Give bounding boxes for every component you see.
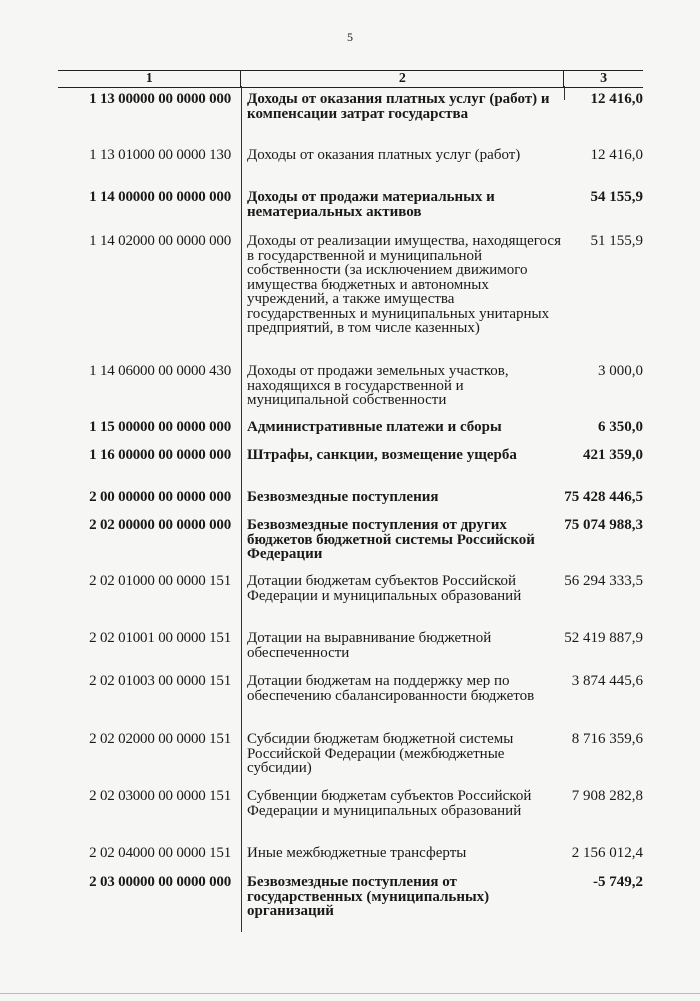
row-code: 1 15 00000 00 0000 000 bbox=[89, 419, 231, 435]
row-value: 7 908 282,8 bbox=[571, 788, 643, 804]
page-number: 5 bbox=[347, 30, 353, 44]
row-name: Доходы от продажи земельных участков, находящихся в государственной и муниципальной собственности bbox=[247, 363, 509, 408]
row-code: 2 02 01000 00 0000 151 bbox=[89, 573, 231, 589]
row-name: Безвозмездные поступления bbox=[247, 489, 439, 505]
table-row bbox=[58, 234, 643, 336]
row-value: 8 716 359,6 bbox=[571, 731, 643, 747]
row-value: 56 294 333,5 bbox=[564, 573, 643, 589]
row-name: Штрафы, санкции, возмещение ущерба bbox=[247, 447, 517, 463]
row-code: 2 02 03000 00 0000 151 bbox=[89, 788, 231, 804]
scan-bottom-edge bbox=[0, 993, 700, 994]
header-col-1: 1 bbox=[145, 71, 153, 86]
table-row bbox=[58, 574, 643, 603]
row-name: Субвенции бюджетам субъектов Российской Федерации и муниципальных образований bbox=[247, 788, 532, 819]
row-name: Иные межбюджетные трансферты bbox=[247, 845, 467, 861]
row-value: 6 350,0 bbox=[598, 419, 643, 435]
row-code: 2 02 01001 00 0000 151 bbox=[89, 630, 231, 646]
row-name: Безвозмездные поступления от других бюджетов бюджетной системы Российской Федерации bbox=[247, 517, 535, 562]
row-name: Доходы от оказания платных услуг (работ) и компенсации затрат государства bbox=[247, 91, 550, 122]
row-code: 1 14 00000 00 0000 000 bbox=[89, 189, 231, 205]
row-value: 52 419 887,9 bbox=[564, 630, 643, 646]
row-value: 12 416,0 bbox=[590, 91, 643, 107]
row-code: 2 03 00000 00 0000 000 bbox=[89, 874, 231, 890]
table-row bbox=[58, 846, 643, 861]
table-row bbox=[58, 789, 643, 818]
row-code: 1 13 01000 00 0000 130 bbox=[89, 147, 231, 163]
table-row bbox=[58, 92, 643, 121]
header-col-2: 2 bbox=[240, 71, 564, 87]
row-value: 3 874 445,6 bbox=[571, 673, 643, 689]
row-value: 51 155,9 bbox=[590, 233, 643, 249]
row-name: Доходы от реализации имущества, находящегося в государственной и муниципальной собственности (за исключением движимого имущества бюджетных и автономных учреждений, а также имущества государственных и муниципальных унитарных предприятий, в том числе казенных) bbox=[247, 233, 561, 336]
row-name: Доходы от оказания платных услуг (работ) bbox=[247, 147, 521, 163]
table-row bbox=[58, 631, 643, 660]
row-name: Дотации на выравнивание бюджетной обеспеченности bbox=[247, 630, 492, 661]
table-row bbox=[58, 148, 643, 163]
row-value: 75 428 446,5 bbox=[564, 489, 643, 505]
row-code: 1 13 00000 00 0000 000 bbox=[89, 91, 231, 107]
row-name: Административные платежи и сборы bbox=[247, 419, 502, 435]
table-row bbox=[58, 420, 643, 435]
row-code: 2 02 01003 00 0000 151 bbox=[89, 673, 231, 689]
row-code: 1 14 02000 00 0000 000 bbox=[89, 233, 231, 249]
table-row bbox=[58, 518, 643, 562]
row-value: 75 074 988,3 bbox=[564, 517, 643, 533]
row-code: 1 16 00000 00 0000 000 bbox=[89, 447, 231, 463]
row-code: 2 02 04000 00 0000 151 bbox=[89, 845, 231, 861]
row-code: 2 00 00000 00 0000 000 bbox=[89, 489, 231, 505]
row-value: 2 156 012,4 bbox=[571, 845, 643, 861]
header-col-3: 3 bbox=[600, 71, 608, 86]
table-row bbox=[58, 364, 643, 408]
row-value: 3 000,0 bbox=[598, 363, 643, 379]
table-row bbox=[58, 190, 643, 219]
row-value: 12 416,0 bbox=[590, 147, 643, 163]
row-name: Доходы от продажи материальных и нематериальных активов bbox=[247, 189, 495, 220]
row-name: Дотации бюджетам субъектов Российской Федерации и муниципальных образований bbox=[247, 573, 522, 604]
revenue-table bbox=[58, 70, 643, 919]
row-name: Субсидии бюджетам бюджетной системы Российской Федерации (межбюджетные субсидии) bbox=[247, 731, 514, 776]
table-row bbox=[58, 875, 643, 919]
row-value: 54 155,9 bbox=[590, 189, 643, 205]
table-row bbox=[58, 448, 643, 463]
row-code: 2 02 02000 00 0000 151 bbox=[89, 731, 231, 747]
row-code: 2 02 00000 00 0000 000 bbox=[89, 517, 231, 533]
row-code: 1 14 06000 00 0000 430 bbox=[89, 363, 231, 379]
row-value: -5 749,2 bbox=[593, 874, 643, 890]
row-value: 421 359,0 bbox=[583, 447, 643, 463]
table-header-row bbox=[58, 70, 643, 88]
row-name: Безвозмездные поступления от государственных (муниципальных) организаций bbox=[247, 874, 490, 919]
table-row bbox=[58, 674, 643, 703]
table-row bbox=[58, 732, 643, 776]
table-row bbox=[58, 490, 643, 505]
row-name: Дотации бюджетам на поддержку мер по обеспечению сбалансированности бюджетов bbox=[247, 673, 535, 704]
